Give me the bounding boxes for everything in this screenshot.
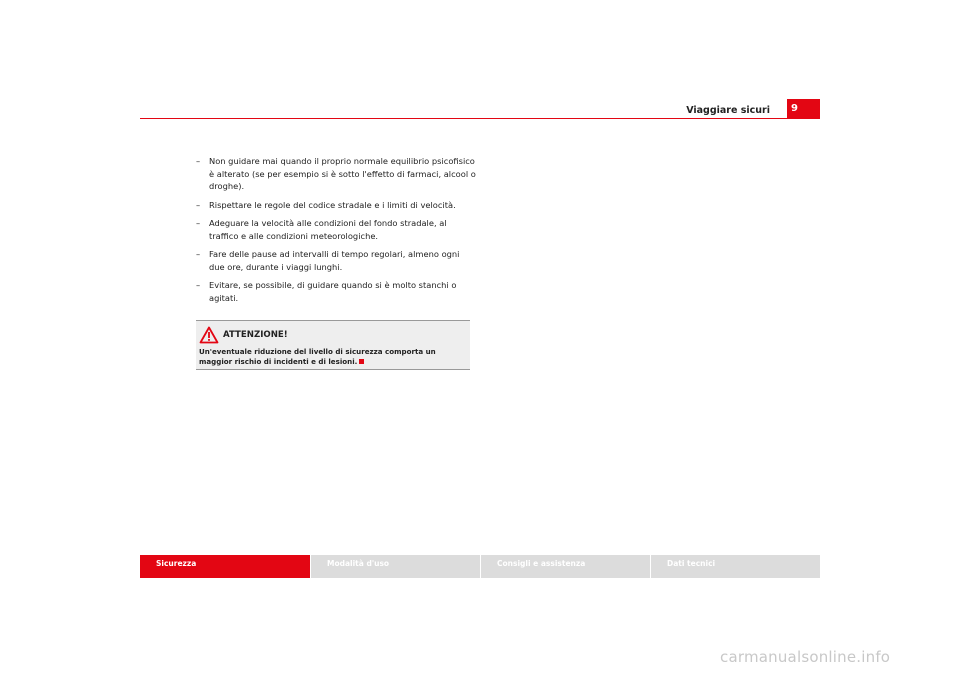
tab-label: Modalità d'uso xyxy=(327,559,390,568)
tab-label: Dati tecnici xyxy=(667,559,716,568)
end-of-section-icon xyxy=(359,359,364,364)
tab-label: Sicurezza xyxy=(156,559,197,568)
list-item: – Evitare, se possibile, di guidare quando si è molto stanchi o agitati. xyxy=(196,279,476,304)
page-title: Viaggiare sicuri xyxy=(686,105,770,116)
tab-sicurezza[interactable] xyxy=(140,555,310,578)
watermark: carmanualsonline.info xyxy=(720,648,891,666)
tab-modalita-duso[interactable] xyxy=(310,555,480,578)
warning-box xyxy=(196,320,470,370)
warning-triangle-icon xyxy=(199,326,219,344)
page-number: 9 xyxy=(791,103,798,114)
header-divider xyxy=(140,118,820,119)
tab-consigli-assistenza[interactable] xyxy=(480,555,650,578)
footer-nav xyxy=(140,555,820,578)
list-item: – Non guidare mai quando il proprio normale equilibrio psicofisico è alterato (se per esempio si è sotto l'effetto di farmaci, alcool o droghe). xyxy=(196,155,476,193)
warning-title: ATTENZIONE! xyxy=(223,330,288,340)
list-item: – Rispettare le regole del codice stradale e i limiti di velocità. xyxy=(196,199,476,212)
page-number-badge xyxy=(787,99,820,119)
list-item: – Adeguare la velocità alle condizioni del fondo stradale, al traffico e alle condizioni meteorologiche. xyxy=(196,217,476,242)
tab-dati-tecnici[interactable] xyxy=(650,555,820,578)
warning-text-block xyxy=(199,347,471,368)
list-item: – Fare delle pause ad intervalli di tempo regolari, almeno ogni due ore, durante i viaggi lunghi. xyxy=(196,248,476,273)
warning-top-rule xyxy=(196,320,470,321)
tab-label: Consigli e assistenza xyxy=(497,559,586,568)
warning-text: Un'eventuale riduzione del livello di sicurezza comporta un maggior rischio di incidenti e di lesioni. xyxy=(199,347,436,367)
instruction-list xyxy=(196,155,476,310)
